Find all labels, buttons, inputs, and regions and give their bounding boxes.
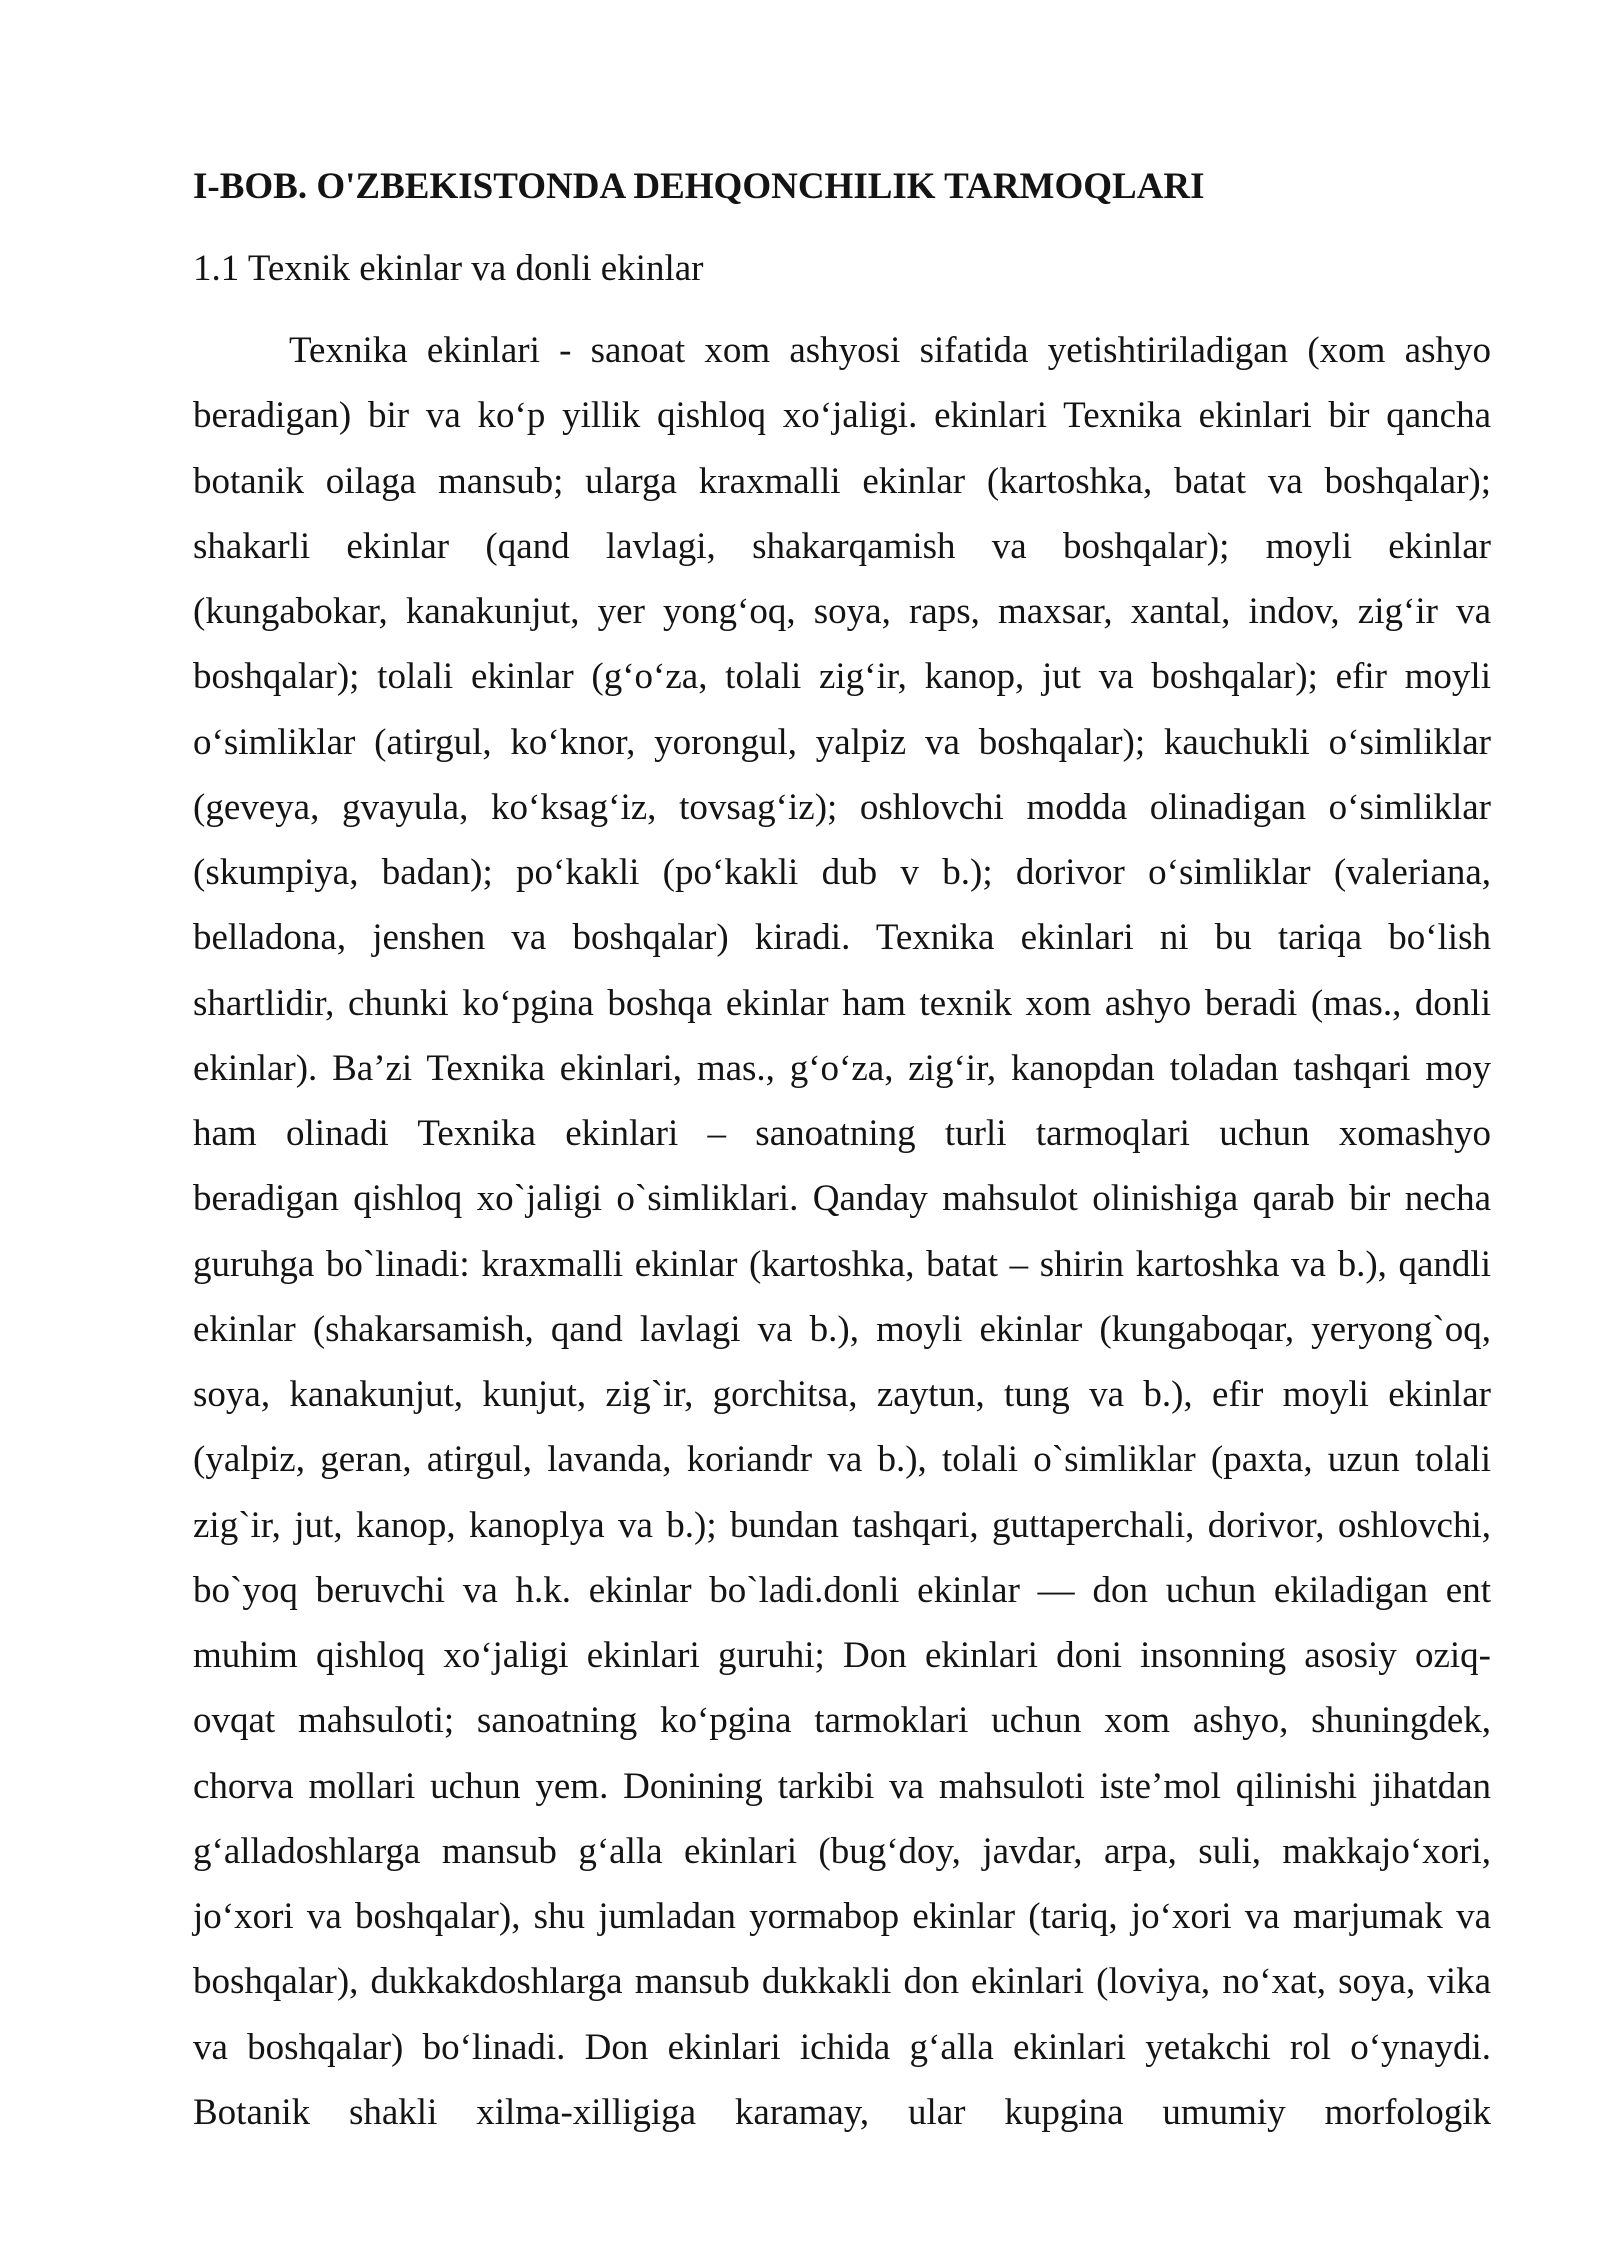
paragraph-line: va boshqalar) bo‘linadi. Don ekinlari ichida g‘alla ekinlari yetakchi rol o‘ynaydi. <box>193 2026 1491 2068</box>
paragraph-line: shartlidir, chunki ko‘pgina boshqa ekinlar ham texnik xom ashyo beradi (mas., donli <box>193 982 1491 1024</box>
section-heading: 1.1 Texnik ekinlar va donli ekinlar <box>193 248 704 289</box>
paragraph-line: Botanik shakli xilma-xilligiga karamay, ular kupgina umumiy morfologik <box>193 2091 1491 2133</box>
paragraph-line: boshqalar); tolali ekinlar (g‘o‘za, tolali zig‘ir, kanop, jut va boshqalar); efir moyli <box>193 656 1491 698</box>
paragraph-line: beradigan) bir va ko‘p yillik qishloq xo‘jaligi. ekinlari Texnika ekinlari bir qancha <box>193 395 1491 437</box>
paragraph-line: boshqalar), dukkakdoshlarga mansub dukkakli don ekinlari (loviya, no‘xat, soya, vika <box>193 1961 1491 2003</box>
paragraph-line: ekinlar (shakarsamish, qand lavlagi va b.), moyli ekinlar (kungaboqar, yeryong`oq, <box>193 1308 1491 1350</box>
paragraph-line: Texnika ekinlari - sanoat xom ashyosi sifatida yetishtiriladigan (xom ashyo <box>289 330 1491 371</box>
paragraph-line: g‘alladoshlarga mansub g‘alla ekinlari (bug‘doy, javdar, arpa, suli, makkajo‘xori, <box>193 1830 1491 1872</box>
chapter-heading: I-BOB. O'ZBEKISTONDA DEHQONCHILIK TARMOQLARI <box>193 166 1205 207</box>
paragraph-line: guruhga bo`linadi: kraxmalli ekinlar (kartoshka, batat – shirin kartoshka va b.), qandli <box>193 1243 1491 1285</box>
paragraph-line: zig`ir, jut, kanop, kanoplya va b.); bundan tashqari, guttaperchali, dorivor, oshlovchi, <box>193 1504 1491 1546</box>
paragraph-line: botanik oilaga mansub; ularga kraxmalli ekinlar (kartoshka, batat va boshqalar); <box>193 460 1491 502</box>
body-paragraph <box>193 318 1491 2145</box>
paragraph-line: soya, kanakunjut, kunjut, zig`ir, gorchitsa, zaytun, tung va b.), efir moyli ekinlar <box>193 1374 1491 1415</box>
paragraph-line: ekinlar). Ba’zi Texnika ekinlari, mas., g‘o‘za, zig‘ir, kanopdan toladan tashqari moy <box>193 1047 1491 1089</box>
paragraph-line: belladona, jenshen va boshqalar) kiradi. Texnika ekinlari ni bu tariqa bo‘lish <box>193 917 1491 959</box>
paragraph-line: ham olinadi Texnika ekinlari – sanoatning turli tarmoqlari uchun xomashyo <box>193 1113 1491 1154</box>
paragraph-line: muhim qishloq xo‘jaligi ekinlari guruhi; Don ekinlari doni insonning asosiy oziq- <box>193 1635 1491 1676</box>
paragraph-line: bo`yoq beruvchi va h.k. ekinlar bo`ladi.donli ekinlar — don uchun ekiladigan ent <box>193 1569 1491 1611</box>
paragraph-line: jo‘xori va boshqalar), shu jumladan yormabop ekinlar (tariq, jo‘xori va marjumak va <box>193 1896 1491 1937</box>
paragraph-line: (yalpiz, geran, atirgul, lavanda, koriandr va b.), tolali o`simliklar (paxta, uzun tolali <box>193 1439 1491 1481</box>
paragraph-line: (geveya, gvayula, ko‘ksag‘iz, tovsag‘iz); oshlovchi modda olinadigan o‘simliklar <box>193 786 1491 828</box>
paragraph-line: chorva mollari uchun yem. Donining tarkibi va mahsuloti iste’mol qilinishi jihatdan <box>193 1765 1491 1807</box>
paragraph-line: o‘simliklar (atirgul, ko‘knor, yorongul, yalpiz va boshqalar); kauchukli o‘simliklar <box>193 721 1491 763</box>
paragraph-line: ovqat mahsuloti; sanoatning ko‘pgina tarmoklari uchun xom ashyo, shuningdek, <box>193 1700 1491 1742</box>
paragraph-line: beradigan qishloq xo`jaligi o`simliklari. Qanday mahsulot olinishiga qarab bir necha <box>193 1178 1491 1220</box>
paragraph-line: shakarli ekinlar (qand lavlagi, shakarqamish va boshqalar); moyli ekinlar <box>193 525 1491 567</box>
paragraph-line: (kungabokar, kanakunjut, yer yong‘oq, soya, raps, maxsar, xantal, indov, zig‘ir va <box>193 591 1491 632</box>
paragraph-line: (skumpiya, badan); po‘kakli (po‘kakli dub v b.); dorivor o‘simliklar (valeriana, <box>193 852 1491 893</box>
